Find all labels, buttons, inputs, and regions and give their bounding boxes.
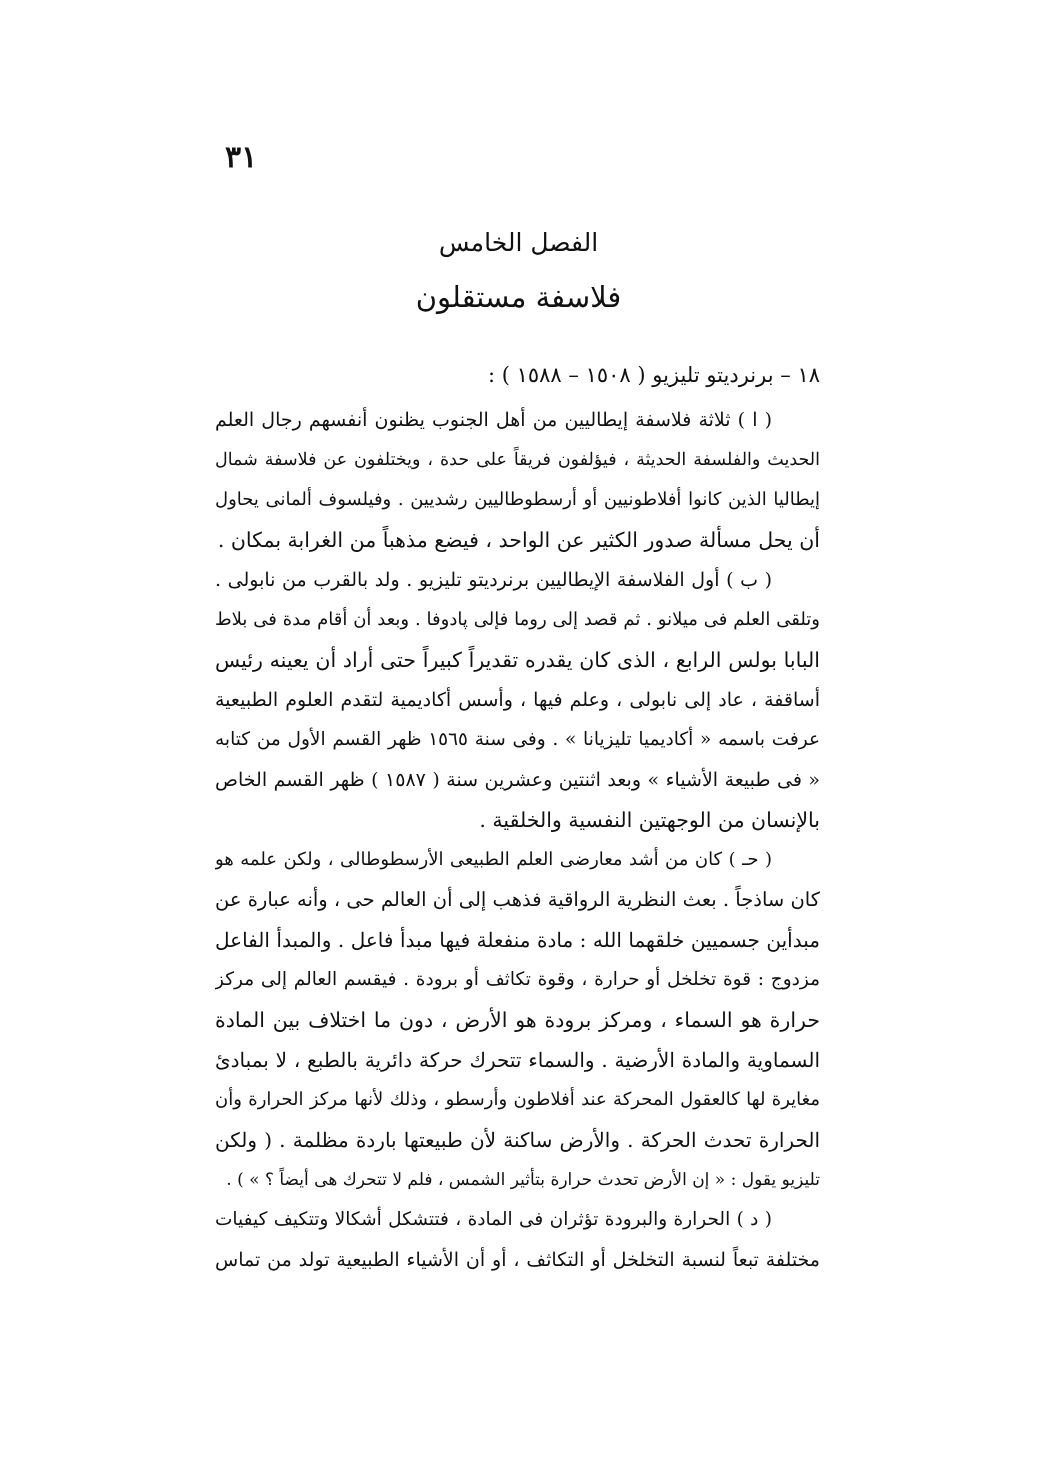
- paragraph-line: « فى طبيعة الأشياء » وبعد اثنتين وعشرين سنة ( ١٥٨٧ ) ظهر القسم الخاص: [215, 769, 820, 791]
- paragraph-line: السماوية والمادة الأرضية . والسماء تتحرك حركة دائرية بالطبع ، لا بمبادئ: [215, 1048, 820, 1072]
- page-number: ٣١: [225, 140, 258, 175]
- paragraph-line: ( ب ) أول الفلاسفة الإيطاليين برنرديتو تليزيو . ولد بالقرب من نابولى .: [215, 569, 772, 591]
- chapter-title: الفصل الخامس: [438, 228, 599, 257]
- paragraph-line: تليزيو يقول : « إن الأرض تحدث حرارة بتأثير الشمس ، فلم لا تتحرك هى أيضاً ؟ » ) .: [226, 1170, 820, 1190]
- paragraph-line: ( ا ) ثلاثة فلاسفة إيطاليين من أهل الجنوب يظنون أنفسهم رجال العلم: [215, 409, 772, 431]
- section-heading: ١٨ – برنرديتو تليزيو ( ١٥٠٨ – ١٥٨٨ ) :: [487, 363, 820, 387]
- paragraph-line: إيطاليا الذين كانوا أفلاطونيين أو أرسطوطاليين رشديين . وفيلسوف ألمانى يحاول: [215, 489, 820, 510]
- paragraph-line: مغايرة لها كالعقول المحركة عند أفلاطون وأرسطو ، وذلك لأنها مركز الحرارة وأن: [215, 1089, 820, 1110]
- paragraph-line: الحديث والفلسفة الحديثة ، فيؤلفون فريقاً على حدة ، ويختلفون عن فلاسفة شمال: [215, 450, 820, 470]
- body-text: [215, 400, 820, 1280]
- paragraph-line: مبدأين جسميين خلقهما الله : مادة منفعلة فيها مبدأ فاعل . والمبدأ الفاعل: [215, 928, 820, 952]
- paragraph-line: ( د ) الحرارة والبرودة تؤثران فى المادة ، فتتشكل أشكالا وتتكيف كيفيات: [215, 1209, 772, 1230]
- paragraph-line: بالإنسان من الوجهتين النفسية والخلقية .: [479, 808, 820, 832]
- paragraph-line: عرفت باسمه « أكاديميا تليزيانا » . وفى سنة ١٥٦٥ ظهر القسم الأول من كتابه: [215, 729, 820, 750]
- paragraph-line: أن يحل مسألة صدور الكثير عن الواحد ، فيضع مذهباً من الغرابة بمكان .: [217, 528, 820, 552]
- paragraph-line: كان ساذجاً . بعث النظرية الرواقية فذهب إلى أن العالم حى ، وأنه عبارة عن: [215, 888, 820, 911]
- chapter-subtitle: فلاسفة مستقلون: [415, 280, 622, 314]
- paragraph-line: وتلقى العلم فى ميلانو . ثم قصد إلى روما فإلى پادوفا . وبعد أن أقام مدة فى بلاط: [215, 609, 820, 630]
- paragraph-line: أساقفة ، عاد إلى نابولى ، وعلم فيها ، وأسس أكاديمية لتقدم العلوم الطبيعية: [215, 689, 820, 711]
- paragraph-line: البابا بولس الرابع ، الذى كان يقدره تقديراً كبيراً حتى أراد أن يعينه رئيس: [215, 648, 820, 672]
- paragraph-line: حرارة هو السماء ، ومركز برودة هو الأرض ، دون ما اختلاف بين المادة: [215, 1008, 820, 1032]
- paragraph-line: الحرارة تحدث الحركة . والأرض ساكنة لأن طبيعتها باردة مظلمة . ( ولكن: [215, 1128, 820, 1152]
- paragraph-line: مزدوج : قوة تخلخل أو حرارة ، وقوة تكاثف أو برودة . فيقسم العالم إلى مركز: [215, 969, 820, 990]
- paragraph-line: مختلفة تبعاً لنسبة التخلخل أو التكاثف ، أو أن الأشياء الطبيعية تولد من تماس: [215, 1249, 820, 1271]
- paragraph-line: ( حـ ) كان من أشد معارضى العلم الطبيعى الأرسطوطالى ، ولكن علمه هو: [215, 849, 772, 870]
